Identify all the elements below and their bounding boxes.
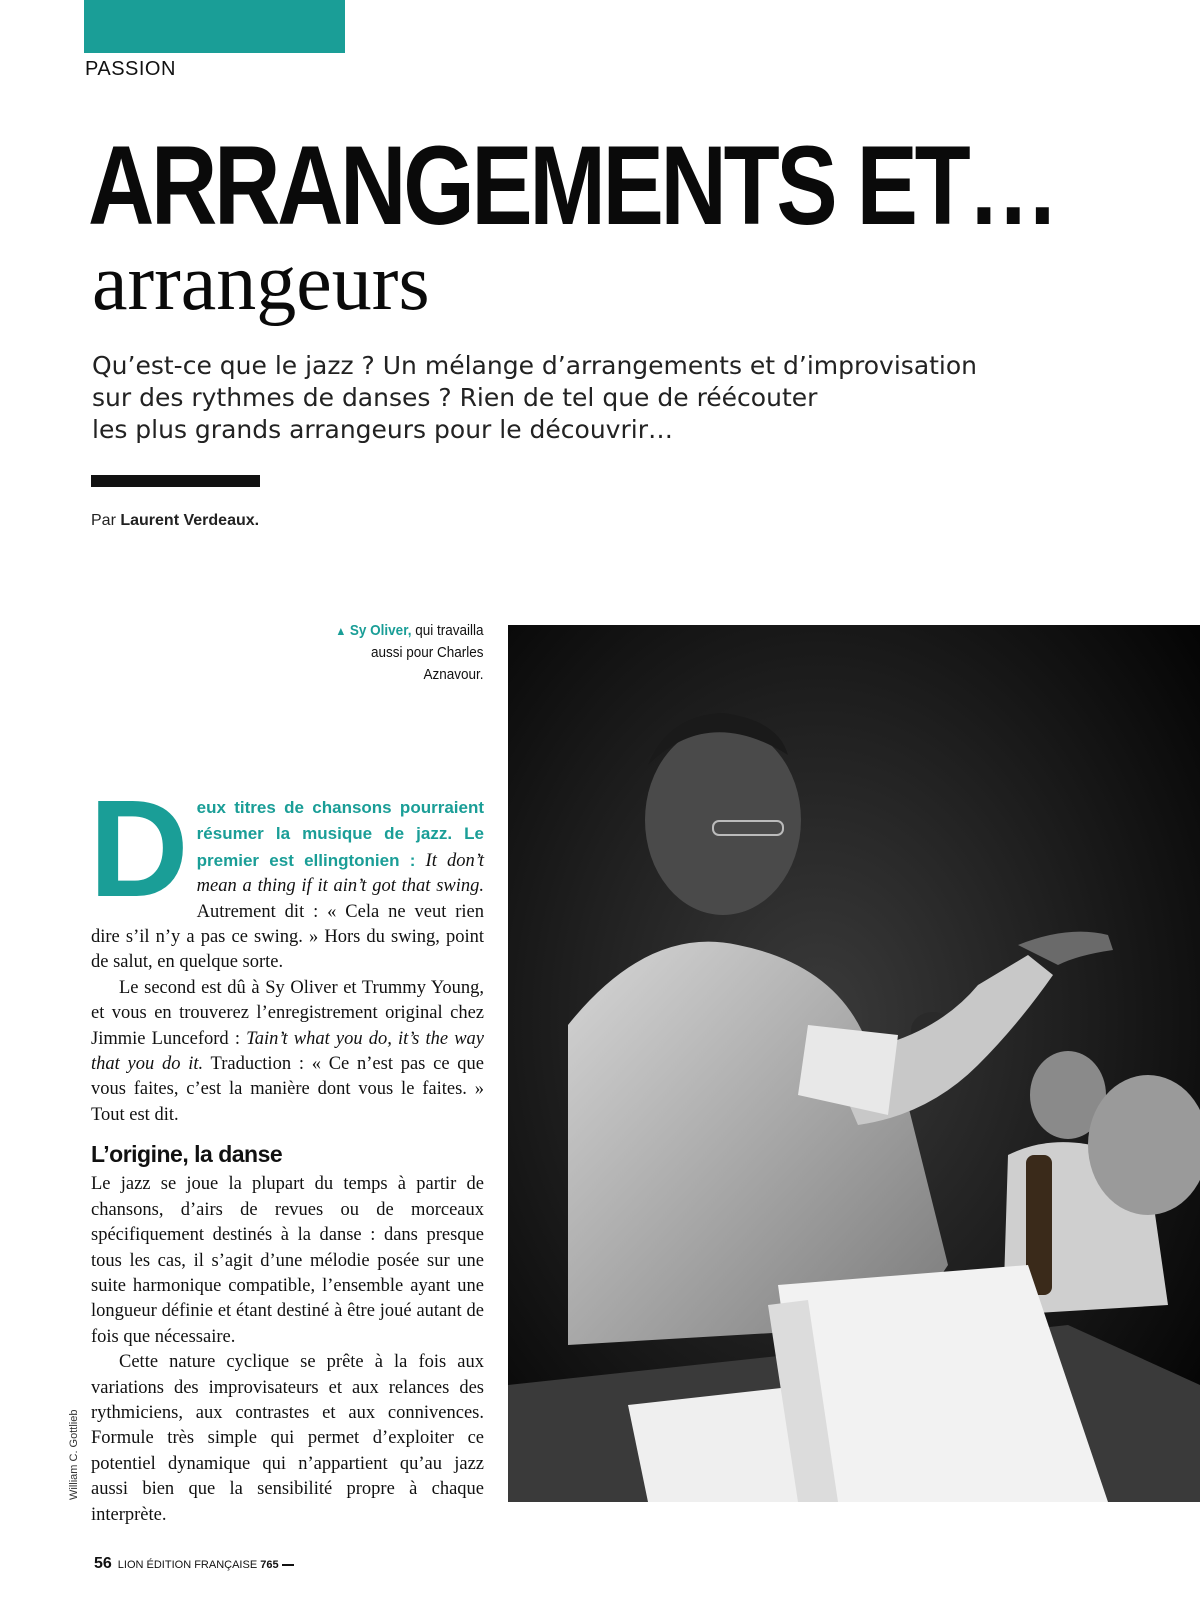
article-subheading: L’origine, la danse	[91, 1141, 283, 1168]
article-text: Le second est dû à Sy Oliver et Trummy Young, et vous en trouverez l’enregistrement original chez Jimmie Lunceford :	[91, 977, 484, 1049]
article-text: Traduction : « Ce n’est pas ce que vous faites, c’est la manière dont vous le faites. » Tout est dit.	[91, 1054, 484, 1125]
intro-line: sur des rythmes de danses ? Rien de tel que de réécouter	[92, 383, 818, 412]
caption-text: Aznavour.	[422, 666, 483, 683]
photo-conductor-icon	[508, 625, 1200, 1502]
article-lead: eux titres de chansons pourraient résumer la musique de jazz. Le premier est ellingtonien :	[196, 798, 484, 870]
article-paragraph	[91, 976, 484, 1128]
publication-name: LION ÉDITION FRANÇAISE	[117, 1559, 258, 1571]
page-number: 56	[94, 1555, 112, 1572]
song-title: Tain’t what you do, it’s the way that you do it.	[91, 1028, 485, 1075]
page-title: ARRANGEMENTS ET…	[88, 123, 1056, 248]
drop-cap: D	[89, 772, 187, 926]
photo-credit: William C. Gottlieb	[68, 1409, 80, 1500]
article-body	[89, 772, 485, 1528]
byline-author: Laurent Verdeaux.	[120, 512, 260, 529]
intro-line: Qu’est-ce que le jazz ? Un mélange d’arrangements et d’improvisation	[92, 351, 978, 380]
page-footer	[94, 1555, 294, 1573]
caption-name: Sy Oliver,	[349, 622, 411, 639]
song-title: It don’t mean a thing if it ain’t got that swing.	[196, 850, 484, 897]
caption-text: aussi pour Charles	[370, 644, 483, 661]
divider-rule	[91, 475, 260, 487]
byline-prefix: Par	[91, 512, 116, 529]
article-paragraph: Cette nature cyclique se prête à la fois aux variations des improvisateurs et aux relances des rythmiciens, aux contrastes et aux connivences. Formule très simple qui permet d’exploiter ce potentiel dynamique qui n’appartient qu’au jazz aussi bien que la sensibilité propre à chaque interprète.	[91, 1352, 484, 1525]
conductor-photo	[508, 625, 1200, 1502]
caption-text: qui travailla	[410, 622, 483, 639]
section-label: PASSION	[85, 58, 176, 80]
issue-number: 765	[260, 1559, 279, 1571]
section-color-bar	[84, 0, 345, 53]
article-paragraph	[89, 772, 484, 976]
byline	[91, 512, 259, 530]
page-subtitle: arrangeurs	[92, 239, 430, 327]
footer-dash	[282, 1564, 294, 1566]
photo-caption	[335, 620, 483, 686]
intro-paragraph	[92, 350, 992, 446]
article-paragraph: Le jazz se joue la plupart du temps à partir de chansons, d’airs de revues ou de morceaux spécifiquement destinés à la danse : dans presque tous les cas, il s’agit d’une mélodie posée sur une suite harmonique compatible, l’ensemble ayant une longueur définie et étant destiné à être joué autant de fois que nécessaire.	[91, 1174, 484, 1347]
intro-line: les plus grands arrangeurs pour le découvrir…	[92, 415, 673, 444]
article-text: Autrement dit : « Cela ne veut rien dire s’il n’y a pas ce swing. » Hors du swing, point de salut, en quelque sorte.	[91, 901, 484, 973]
triangle-up-icon: ▲	[334, 624, 346, 638]
